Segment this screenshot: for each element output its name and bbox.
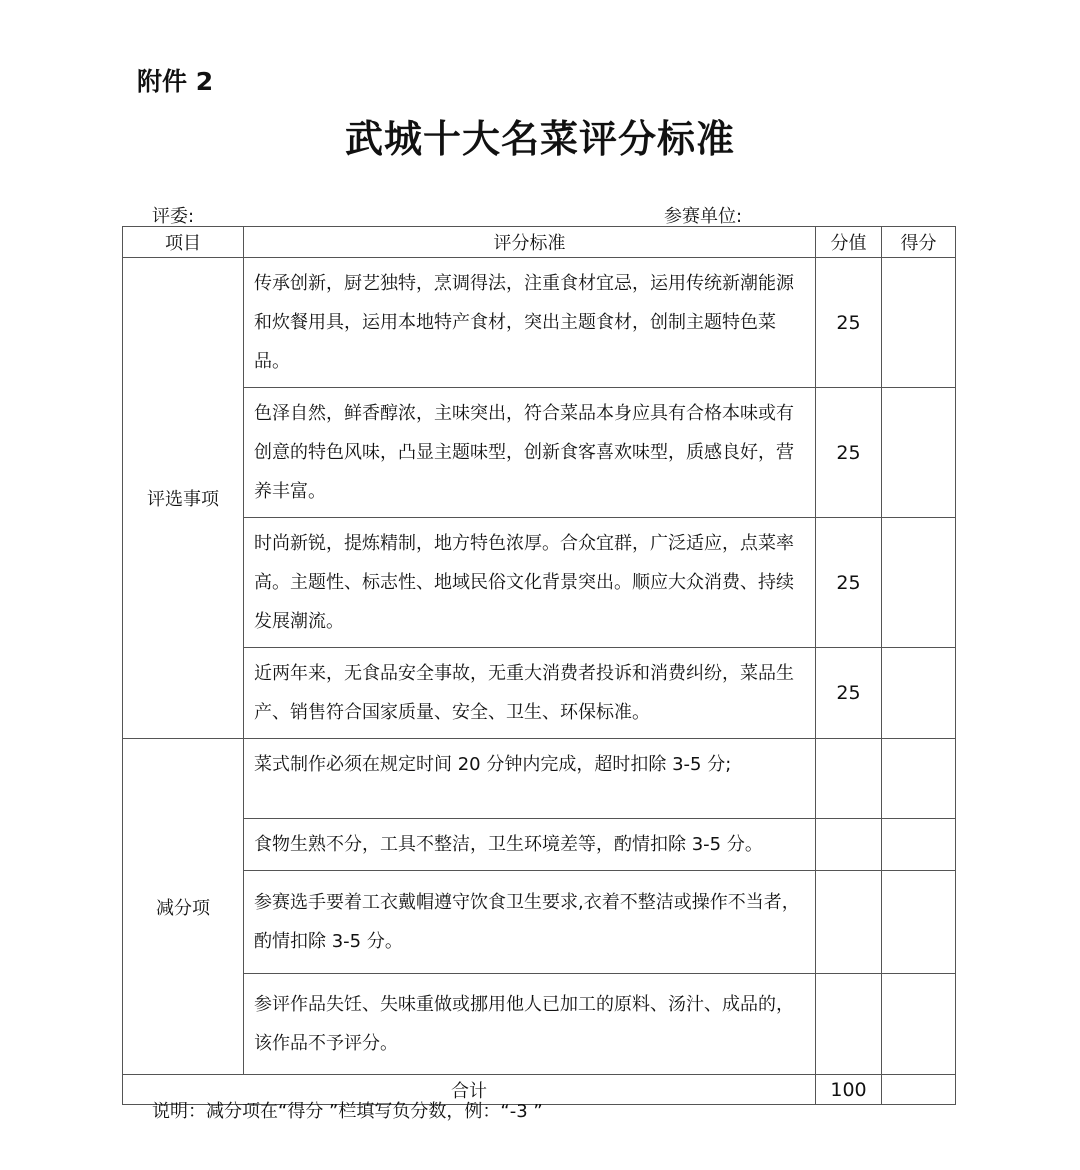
judge-label: 评委: (152, 206, 195, 227)
total-label: 合计 (123, 1075, 816, 1105)
points-cell: 25 (816, 388, 882, 518)
column-header-criteria: 评分标准 (244, 227, 816, 258)
score-cell[interactable] (882, 871, 956, 974)
attachment-label: 附件 2 (137, 67, 214, 96)
table-row (123, 388, 956, 518)
points-cell (816, 819, 882, 871)
table-header-row (123, 227, 956, 258)
unit-label: 参赛单位: (664, 206, 743, 227)
criteria-cell: 传承创新，厨艺独特，烹调得法，注重食材宜忌，运用传统新潮能源和炊餐用具，运用本地特产食材，突出主题食材，创制主题特色菜品。 (244, 258, 816, 388)
column-header-score: 得分 (882, 227, 956, 258)
score-cell[interactable] (882, 974, 956, 1075)
points-cell (816, 739, 882, 819)
total-points: 100 (816, 1075, 882, 1105)
footnote: 说明：减分项在“得分 ”栏填写负分数，例：“-3 ” (152, 1101, 543, 1122)
criteria-cell: 参赛选手要着工衣戴帽遵守饮食卫生要求,衣着不整洁或操作不当者，酌情扣除 3-5 分。 (244, 871, 816, 974)
table-row (123, 258, 956, 388)
table-row (123, 739, 956, 819)
score-cell[interactable] (882, 258, 956, 388)
score-cell[interactable] (882, 739, 956, 819)
points-cell (816, 974, 882, 1075)
points-cell (816, 871, 882, 974)
criteria-cell: 参评作品失饪、失味重做或挪用他人已加工的原料、汤汁、成品的，该作品不予评分。 (244, 974, 816, 1075)
table-row (123, 871, 956, 974)
document-title: 武城十大名菜评分标准 (344, 117, 735, 161)
score-cell[interactable] (882, 648, 956, 739)
score-cell[interactable] (882, 388, 956, 518)
criteria-cell: 食物生熟不分，工具不整洁，卫生环境差等，酌情扣除 3-5 分。 (244, 819, 816, 871)
table-row (123, 518, 956, 648)
table-row (123, 819, 956, 871)
table-row (123, 648, 956, 739)
criteria-cell: 色泽自然，鲜香醇浓，主味突出，符合菜品本身应具有合格本味或有创意的特色风味，凸显主题味型，创新食客喜欢味型，质感良好，营养丰富。 (244, 388, 816, 518)
scoring-table (122, 226, 956, 1105)
points-cell: 25 (816, 648, 882, 739)
section-label-deduction: 减分项 (123, 739, 244, 1075)
criteria-cell: 时尚新锐，提炼精制，地方特色浓厚。合众宜群，广泛适应，点菜率高。主题性、标志性、地域民俗文化背景突出。顺应大众消费、持续发展潮流。 (244, 518, 816, 648)
section-label-evaluation: 评选事项 (123, 258, 244, 739)
table-row (123, 974, 956, 1075)
total-score-cell[interactable] (882, 1075, 956, 1105)
column-header-points: 分值 (816, 227, 882, 258)
score-cell[interactable] (882, 518, 956, 648)
points-cell: 25 (816, 518, 882, 648)
score-cell[interactable] (882, 819, 956, 871)
criteria-cell: 近两年来，无食品安全事故，无重大消费者投诉和消费纠纷，菜品生产、销售符合国家质量、安全、卫生、环保标准。 (244, 648, 816, 739)
points-cell: 25 (816, 258, 882, 388)
criteria-cell: 菜式制作必须在规定时间 20 分钟内完成，超时扣除 3-5 分; (244, 739, 816, 819)
column-header-item: 项目 (123, 227, 244, 258)
